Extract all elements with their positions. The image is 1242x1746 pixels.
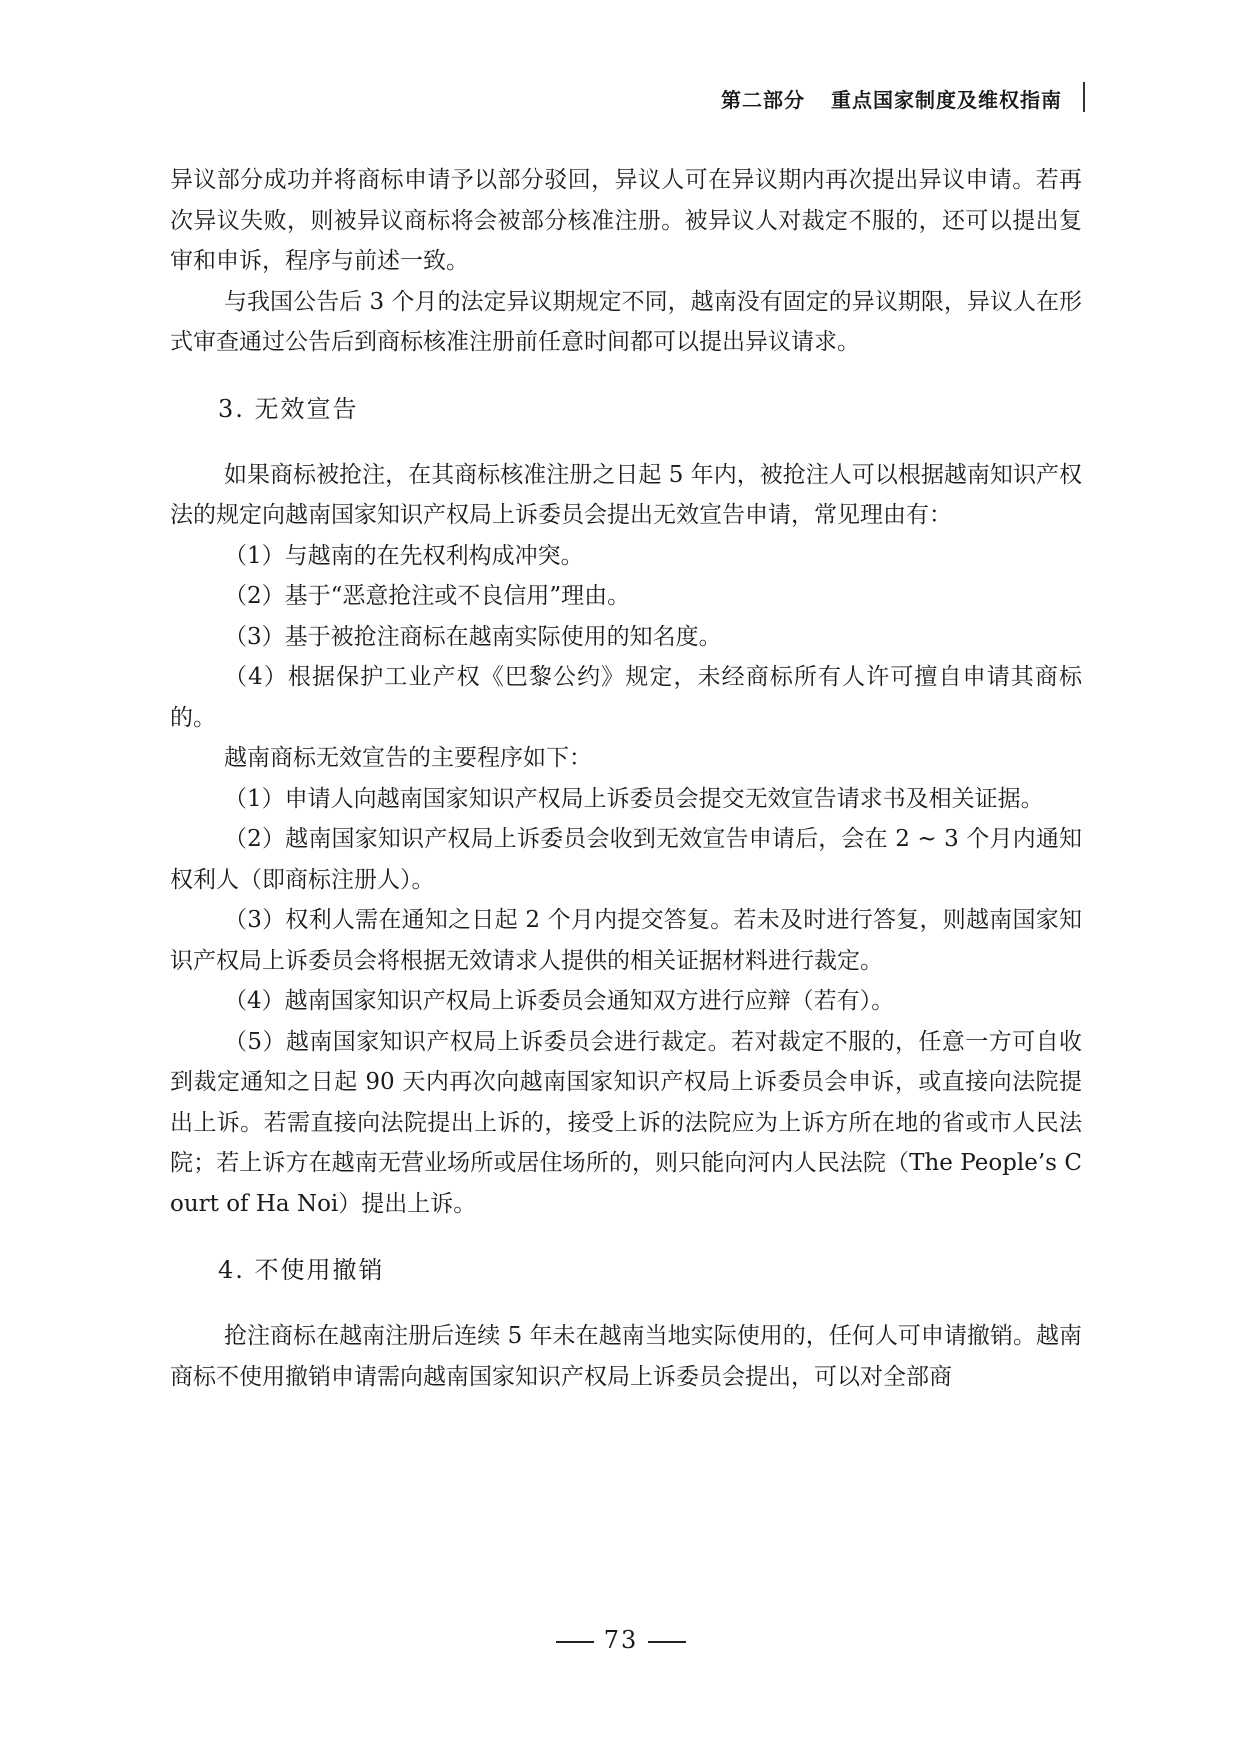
list-item: （5）越南国家知识产权局上诉委员会进行裁定。若对裁定不服的，任意一方可自收到裁定通知之日起 90 天内再次向越南国家知识产权局上诉委员会申诉，或直接向法院提出上诉。若需直接向法院提出上诉的，接受上诉的法院应为上诉方所在地的省或市人民法院；若上诉方在越南无营业场所或居住场所的，则只能向河内人民法院（The People’s Court of Ha Noi）提出上诉。	[170, 1028, 1082, 1217]
paragraph: 越南商标无效宣告的主要程序如下：	[224, 745, 592, 771]
list-item: （1）与越南的在先权利构成冲突。	[224, 542, 584, 569]
list-item: （1）申请人向越南国家知识产权局上诉委员会提交无效宣告请求书及相关证据。	[224, 785, 1044, 812]
header-divider	[1083, 82, 1085, 112]
header-title: 重点国家制度及维权指南	[831, 88, 1062, 112]
list-item: （2）基于“恶意抢注或不良信用”理由。	[224, 583, 631, 609]
list-item: （3）基于被抢注商标在越南实际使用的知名度。	[224, 623, 722, 650]
paragraph: 与我国公告后 3 个月的法定异议期规定不同，越南没有固定的异议期限，异议人在形式审查通过公告后到商标核准注册前任意时间都可以提出异议请求。	[170, 288, 1082, 355]
list-item: （2）越南国家知识产权局上诉委员会收到无效宣告申请后，会在 2 ~ 3 个月内通知权利人（即商标注册人）。	[170, 826, 1082, 893]
list-item: （4）越南国家知识产权局上诉委员会通知双方进行应辩（若有）。	[224, 988, 895, 1014]
page-number	[0, 1626, 1242, 1654]
section-heading-invalidation: 3. 无效宣告	[218, 394, 359, 423]
paragraph: 如果商标被抢注，在其商标核准注册之日起 5 年内，被抢注人可以根据越南知识产权法的规定向越南国家知识产权局上诉委员会提出无效宣告申请，常见理由有：	[170, 461, 1082, 528]
page-body	[170, 160, 1082, 1397]
dash-left	[556, 1641, 594, 1643]
list-item: （4）根据保护工业产权《巴黎公约》规定，未经商标所有人许可擅自申请其商标的。	[170, 664, 1082, 731]
header-part: 第二部分	[721, 88, 805, 112]
page-number-text: 73	[603, 1626, 639, 1654]
running-header	[721, 84, 1062, 113]
paragraph-continuation: 异议部分成功并将商标申请予以部分驳回，异议人可在异议期内再次提出异议申请。若再次异议失败，则被异议商标将会被部分核准注册。被异议人对裁定不服的，还可以提出复审和申诉，程序与前述一致。	[170, 167, 1082, 274]
list-item: （3）权利人需在通知之日起 2 个月内提交答复。若未及时进行答复，则越南国家知识产权局上诉委员会将根据无效请求人提供的相关证据材料进行裁定。	[170, 907, 1082, 974]
section-heading-non-use-cancellation: 4. 不使用撤销	[218, 1256, 385, 1284]
paragraph: 抢注商标在越南注册后连续 5 年未在越南当地实际使用的，任何人可申请撤销。越南商标不使用撤销申请需向越南国家知识产权局上诉委员会提出，可以对全部商	[170, 1323, 1082, 1390]
dash-right	[648, 1641, 686, 1643]
